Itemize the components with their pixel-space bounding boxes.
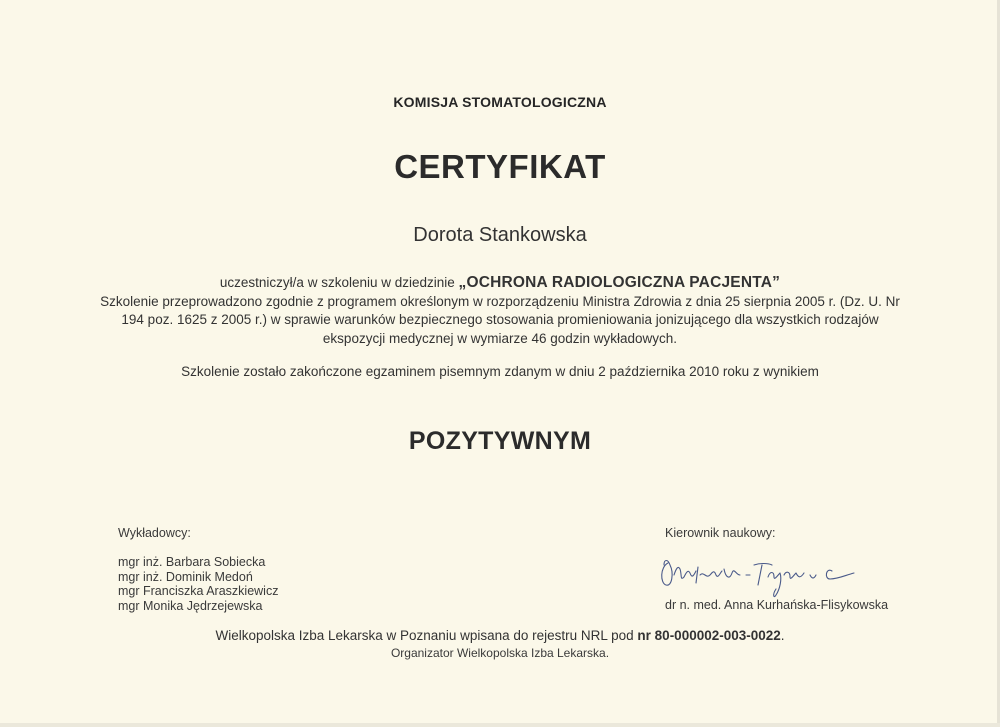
- scientific-head-name: dr n. med. Anna Kurhańska-Flisykowska: [665, 598, 889, 612]
- registry-text: Wielkopolska Izba Lekarska w Poznaniu wpisana do rejestru NRL pod: [215, 628, 638, 643]
- exam-statement: Szkolenie zostało zakończone egzaminem pisemnym zdanym w dniu 2 października 2010 roku z wynikiem: [181, 364, 819, 379]
- lecturers-list: [118, 555, 278, 613]
- certificate-title: CERTYFIKAT: [394, 148, 606, 185]
- participation-prefix: uczestniczył/a w szkoleniu w dziedzinie: [219, 275, 459, 290]
- registry-number: nr 80-000002-003-0022: [637, 628, 781, 643]
- body-line: 194 poz. 1625 z 2005 r.) w sprawie warunków bezpiecznego stosowania promieniowania jonizującego dla wszystkich rodzajów: [121, 312, 879, 327]
- registry-statement: [0, 628, 1000, 643]
- lecturers-label: Wykładowcy:: [118, 526, 191, 540]
- organizer-line: Organizator Wielkopolska Izba Lekarska.: [390, 646, 610, 660]
- scientific-head-label: Kierownik naukowy:: [665, 526, 776, 540]
- certificate-body: [0, 274, 1000, 348]
- registry-suffix: .: [780, 628, 785, 643]
- lecturer-item: mgr Franciszka Araszkiewicz: [118, 584, 279, 598]
- exam-result: POZYTYWNYM: [408, 427, 592, 455]
- lecturer-item: mgr inż. Barbara Sobiecka: [118, 555, 266, 569]
- committee-heading: KOMISJA STOMATOLOGICZNA: [393, 94, 607, 110]
- lecturer-item: mgr inż. Dominik Medoń: [118, 569, 253, 584]
- body-line: Szkolenie przeprowadzono zgodnie z programem określonym w rozporządzeniu Ministra Zdrowia z dnia 25 sierpnia 2005 r. (Dz. U. Nr: [100, 293, 900, 309]
- signature-image: [650, 545, 875, 600]
- scan-edge-bottom: [0, 723, 1000, 727]
- lecturer-item: mgr Monika Jędrzejewska: [118, 598, 263, 613]
- recipient-name: Dorota Stankowska: [413, 224, 587, 246]
- training-topic: „OCHRONA RADIOLOGICZNA PACJENTA”: [458, 274, 781, 291]
- participation-line: [0, 274, 1000, 293]
- body-line: ekspozycji medycznej w wymiarze 46 godzin wykładowych.: [322, 330, 678, 346]
